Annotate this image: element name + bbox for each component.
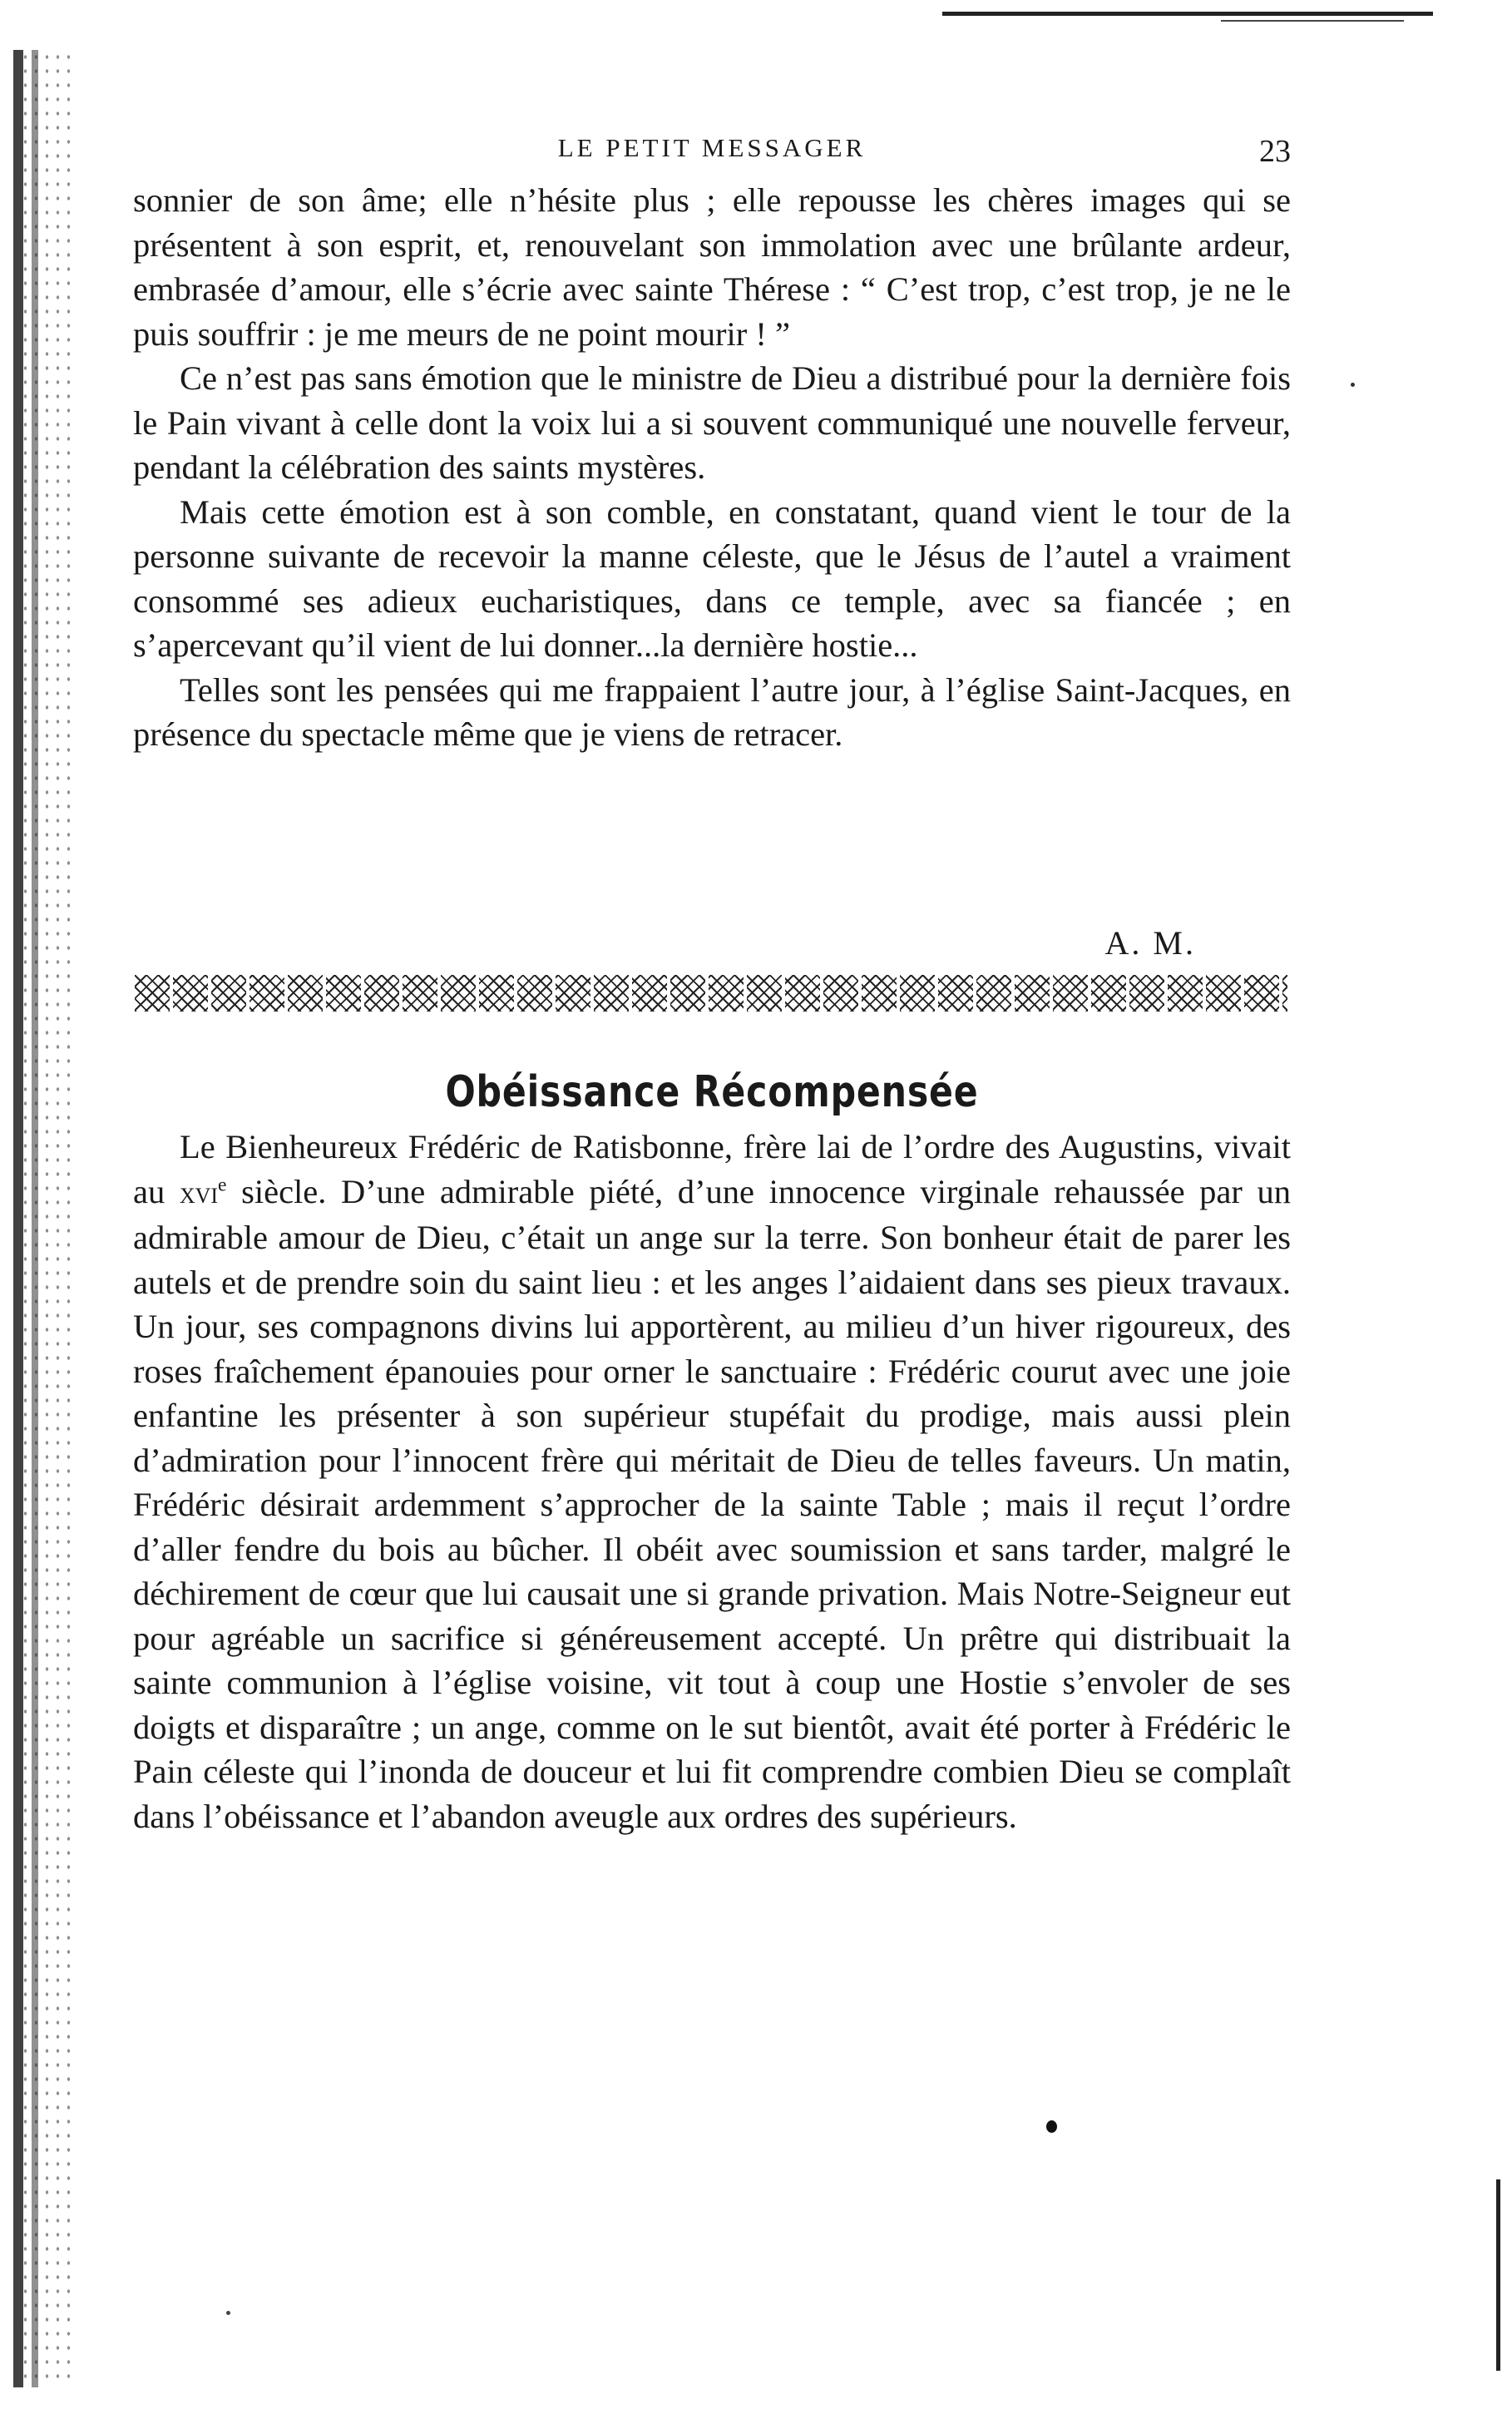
article-1-signature: A. M. [1104, 924, 1196, 962]
article-1-paragraph: Ce n’est pas sans émotion que le ministre de Dieu a distribué pour la dernière fois le Pain vivant à celle dont la voix lui a si souvent communiqué une nouvelle ferveur, pendant la célébration des saints mystères. [133, 359, 1291, 486]
article-1-paragraph: Mais cette émotion est à son comble, en constatant, quand vient le tour de la personne suivante de recevoir la manne céleste, que le Jésus de l’autel a vraiment consommé ses adieux eucharistiques, dans ce temple, avec sa fiancée ; en s’apercevant qu’il vient de lui donner...la dernière hostie... [133, 492, 1291, 664]
article-1-body [133, 178, 1291, 757]
scan-speck [226, 2311, 230, 2315]
page-number: 23 [1259, 134, 1291, 169]
scan-top-rule [942, 12, 1433, 16]
article-1-paragraph: Telles sont les pensées qui me frappaient l’autre jour, à l’église Saint-Jacques, en présence du spectacle même que je viens de retracer. [133, 670, 1291, 753]
ornamental-divider [135, 975, 1287, 1012]
article-2-body [133, 1125, 1291, 1838]
article-2-text-before-century: Le Bienheureux Frédéric de Ratisbonne, frère lai de l’ordre des Augustins, vivait au [133, 1128, 1291, 1210]
running-title: LE PETIT MESSAGER [557, 133, 867, 162]
article-2-paragraph [133, 1125, 1291, 1838]
article-1-paragraph: sonnier de son âme; elle n’hésite plus ; elle repousse les chères images qui se présentent à son esprit, et, renouvelant son immolation avec une brûlante ardeur, embrasée d’amour, elle s’écrie avec sainte Thérese : “ C’est trop, c’est trop, je ne le puis souffrir : je me meurs de ne point mourir ! ” [133, 181, 1291, 353]
scan-top-rule-secondary [1221, 20, 1404, 22]
end-dot-mark [1046, 2120, 1057, 2133]
binding-edge-specks [20, 50, 70, 2387]
article-2-heading: Obéissance Récompensée [445, 1067, 979, 1118]
running-head [133, 133, 1291, 170]
century-suffix: e [218, 1174, 227, 1195]
scan-right-edge-mark [1496, 2179, 1500, 2371]
article-2-text-after-century: siècle. D’une admirable piété, d’une innocence virginale rehaussée par un admirable amour de Dieu, c’était un ange sur la terre. Son bonheur était de parer les autels et de prendre soin du saint lieu : et les anges l’aidaient dans ses pieux travaux. Un jour, ses compagnons divins lui apportèrent, au milieu d’un hiver rigoureux, des roses fraîchement épanouies pour orner le sanctuaire : Frédéric courut avec une joie enfantine les présenter à son supérieur stupéfait du prodige, mais aussi plein d’admiration pour l’innocent frère qui méritait de Dieu de telles faveurs. Un matin, Frédéric désirait ardemment s’approcher de la sainte Table ; mais il reçut l’ordre d’aller fendre du bois au bûcher. Il obéit avec soumission et sans tarder, malgré le déchirement de cœur que lui causait une si grande privation. Mais Notre-Seigneur eut pour agréable un sacrifice si généreusement accepté. Un prêtre qui distribuait la sainte communion à l’église voisine, vit tout à coup une Hostie s’envoler de ses doigts et disparaître ; un ange, comme on le sut bientôt, avait été porter à Frédéric le Pain céleste qui l’inonda de douceur et lui fit comprendre combien Dieu se complaît dans l’obéissance et l’abandon aveugle aux ordres des supérieurs. [133, 1172, 1291, 1835]
century-numeral: xvi [179, 1175, 219, 1210]
scan-speck [1351, 383, 1355, 387]
